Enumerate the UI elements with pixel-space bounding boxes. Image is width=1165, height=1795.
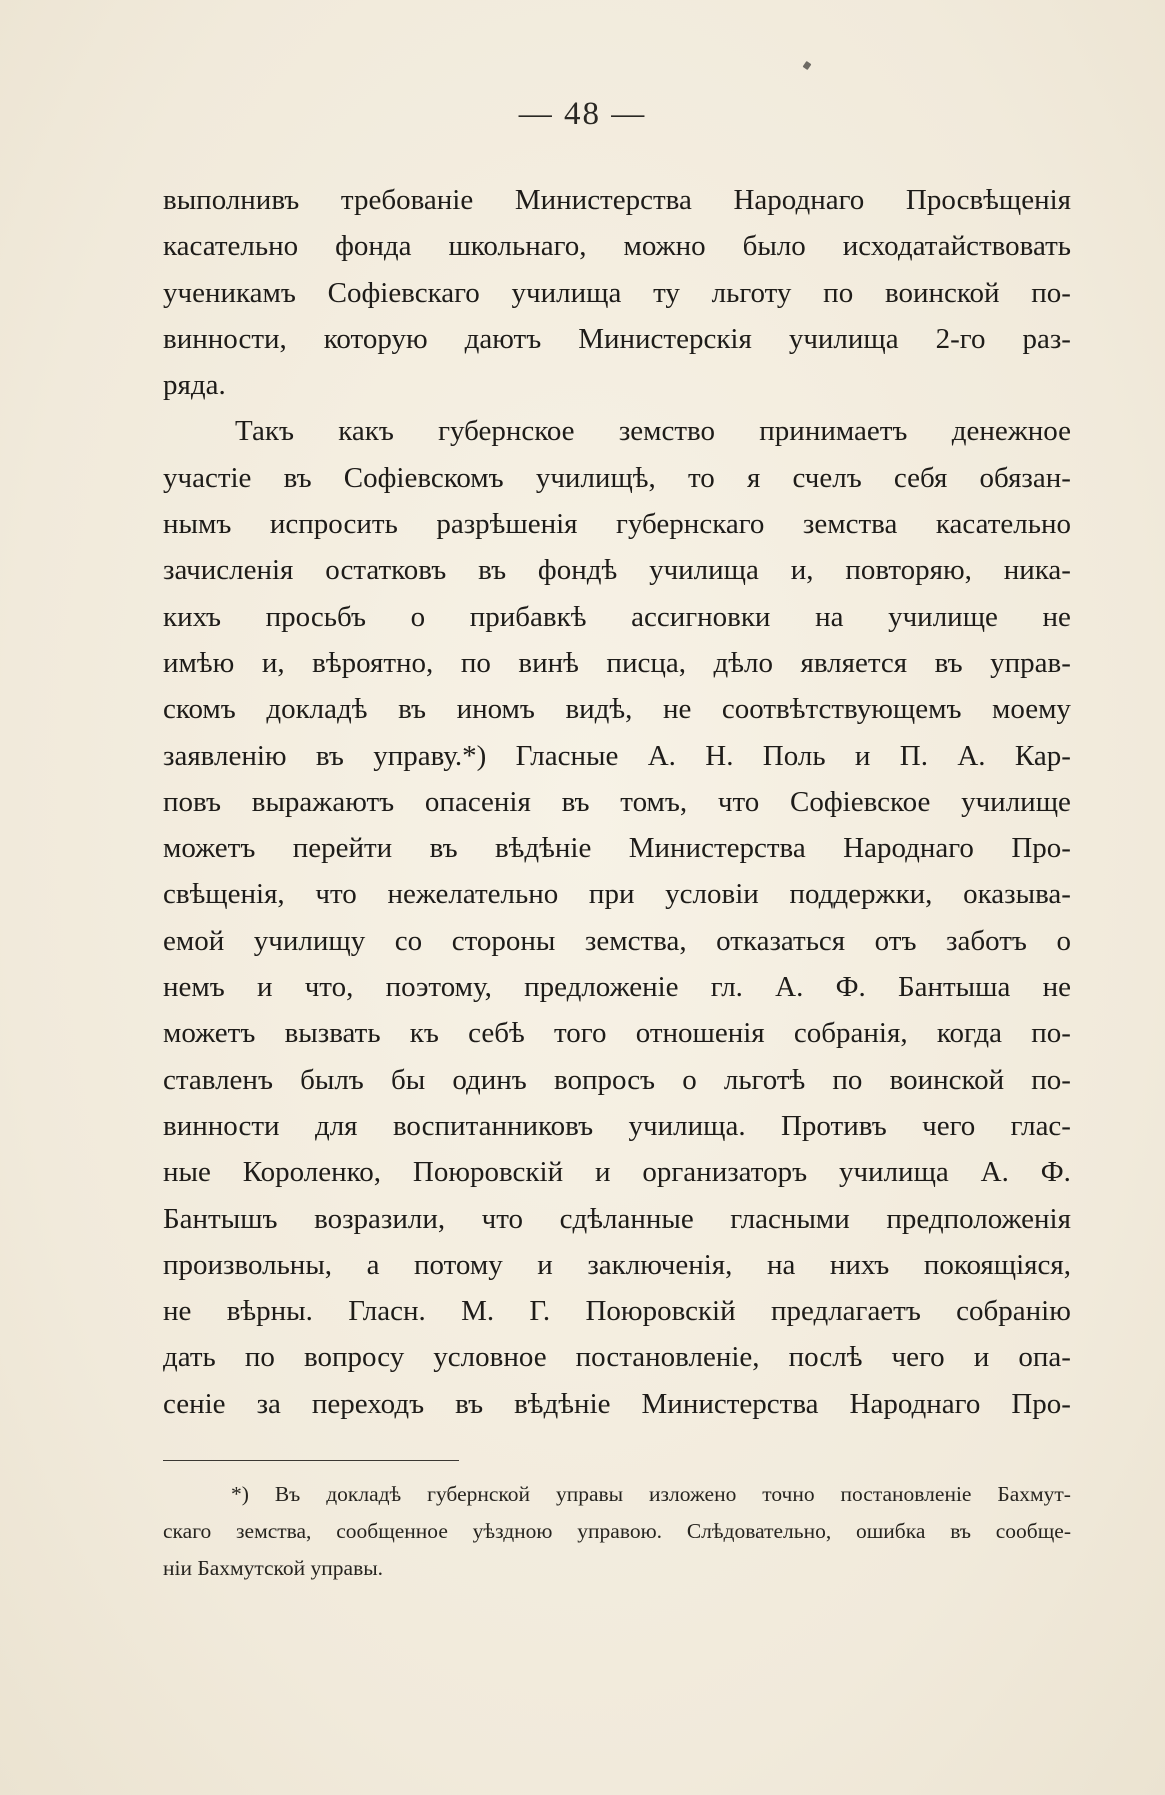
word: и bbox=[537, 1248, 553, 1281]
word: условіи bbox=[665, 878, 759, 911]
word: соотвѣтствующемъ bbox=[721, 693, 962, 726]
word: повторяю, bbox=[845, 554, 972, 587]
word: не bbox=[163, 1295, 192, 1328]
text-line bbox=[163, 1334, 1071, 1380]
word: управ- bbox=[990, 646, 1071, 679]
word: докладѣ bbox=[326, 1482, 402, 1506]
word: Бантыша bbox=[897, 971, 1011, 1004]
word: предположенія bbox=[886, 1202, 1071, 1235]
word: потому bbox=[414, 1248, 503, 1281]
word: чего bbox=[891, 1341, 945, 1374]
text-line bbox=[163, 455, 1071, 501]
word: себя bbox=[893, 461, 948, 494]
word: къ bbox=[409, 1017, 439, 1050]
word: предлагаетъ bbox=[770, 1295, 921, 1328]
word: и bbox=[854, 739, 871, 772]
word: училища bbox=[511, 276, 622, 309]
word: стороны bbox=[451, 924, 556, 957]
word: по- bbox=[1031, 1063, 1071, 1096]
word: училищѣ, bbox=[535, 461, 656, 494]
word: губернской bbox=[427, 1482, 531, 1506]
word: Ф. bbox=[835, 971, 866, 1004]
word: оказыва- bbox=[963, 878, 1071, 911]
word: училище bbox=[888, 600, 998, 633]
text-line bbox=[163, 1196, 1071, 1242]
word: предложеніе bbox=[524, 971, 679, 1004]
word: уѣздною bbox=[472, 1519, 553, 1543]
text-line bbox=[163, 408, 1071, 454]
word: постановленіе, bbox=[575, 1341, 760, 1374]
word: дѣло bbox=[713, 646, 773, 679]
word: Просвѣщенія bbox=[905, 184, 1071, 216]
word: можетъ bbox=[163, 832, 256, 865]
word: фонда bbox=[335, 230, 412, 263]
word: ника- bbox=[1003, 554, 1071, 587]
word: управу.*) bbox=[373, 739, 487, 772]
word: отъ bbox=[874, 924, 917, 957]
main-text bbox=[163, 177, 1071, 1427]
word: Такъ bbox=[235, 415, 294, 448]
text-line-text: ряда. bbox=[163, 369, 226, 402]
word: училища bbox=[838, 1156, 949, 1189]
word: и bbox=[594, 1156, 611, 1189]
word: Поюровскій bbox=[585, 1295, 736, 1328]
word: гласными bbox=[730, 1202, 850, 1235]
text-line bbox=[163, 964, 1071, 1010]
word: Бантышъ bbox=[163, 1202, 278, 1235]
word: видѣ, bbox=[565, 693, 633, 726]
word: для bbox=[314, 1109, 358, 1142]
word: Короленко, bbox=[242, 1156, 382, 1189]
text-line bbox=[163, 362, 1071, 408]
word: по- bbox=[1031, 276, 1071, 309]
word: А. bbox=[957, 739, 986, 772]
word: Народнаго bbox=[843, 832, 974, 865]
word: иномъ bbox=[456, 693, 535, 726]
word: въ bbox=[934, 646, 963, 679]
word: и, bbox=[261, 646, 285, 679]
word: въ bbox=[283, 461, 312, 494]
word: губернскаго bbox=[616, 508, 765, 541]
word: собранію bbox=[956, 1295, 1071, 1328]
text-line bbox=[163, 270, 1071, 316]
text-line bbox=[163, 918, 1071, 964]
word: когда bbox=[936, 1017, 1003, 1050]
word: льготѣ bbox=[723, 1063, 806, 1096]
word: а bbox=[366, 1248, 380, 1281]
word: покоящіяся, bbox=[923, 1248, 1071, 1281]
word: касательно bbox=[163, 230, 299, 263]
word: въ bbox=[455, 1387, 484, 1420]
word: Слѣдовательно, bbox=[686, 1519, 832, 1543]
word: воинской bbox=[889, 1063, 1005, 1096]
word: собранія, bbox=[793, 1017, 908, 1050]
word: со bbox=[394, 924, 423, 957]
word: отказаться bbox=[716, 924, 846, 957]
word: Противъ bbox=[780, 1109, 887, 1142]
word: поэтому, bbox=[385, 971, 492, 1004]
word: касательно bbox=[935, 508, 1071, 541]
word: винности, bbox=[163, 322, 287, 355]
word: поддержки, bbox=[789, 878, 933, 911]
word: можно bbox=[623, 230, 706, 263]
word: Про- bbox=[1011, 832, 1071, 865]
word: скомъ bbox=[163, 693, 236, 726]
word: при bbox=[588, 878, 635, 911]
word: земства bbox=[802, 508, 898, 541]
word: за bbox=[256, 1387, 281, 1420]
word: томъ, bbox=[620, 785, 688, 818]
word: обязан- bbox=[979, 461, 1071, 494]
text-line bbox=[163, 871, 1071, 917]
word: свѣщенія, bbox=[163, 878, 285, 911]
word: вопросу bbox=[303, 1341, 405, 1374]
word: Поль bbox=[762, 739, 826, 772]
text-line bbox=[163, 1057, 1071, 1103]
word: винѣ bbox=[518, 646, 579, 679]
word: ные bbox=[163, 1156, 211, 1189]
word: вопросъ bbox=[553, 1063, 656, 1096]
word: требованіе bbox=[340, 184, 474, 216]
word: земства, bbox=[236, 1519, 312, 1543]
word: ставленъ bbox=[163, 1063, 273, 1096]
text-line bbox=[163, 223, 1071, 269]
word: фондѣ bbox=[537, 554, 618, 587]
word: земство bbox=[618, 415, 716, 448]
word: губернское bbox=[438, 415, 575, 448]
word: въ bbox=[478, 554, 507, 587]
word: винности bbox=[163, 1109, 280, 1142]
text-line bbox=[163, 825, 1071, 871]
word: опа- bbox=[1018, 1341, 1071, 1374]
word: Министерства bbox=[628, 832, 806, 865]
word: управою. bbox=[577, 1519, 663, 1543]
word: Въ bbox=[274, 1482, 301, 1506]
word: дать bbox=[163, 1341, 216, 1374]
text-line bbox=[163, 501, 1071, 547]
word: ассигновки bbox=[631, 600, 771, 633]
word: по bbox=[823, 276, 854, 309]
word: земства, bbox=[584, 924, 687, 957]
word: училища bbox=[649, 554, 759, 587]
word: и bbox=[256, 971, 273, 1004]
footnote-divider bbox=[163, 1460, 459, 1461]
word: Н. bbox=[705, 739, 734, 772]
word: я bbox=[746, 461, 761, 494]
word: нихъ bbox=[829, 1248, 890, 1281]
word: Софіевскомъ bbox=[343, 461, 504, 494]
word: отношенія bbox=[635, 1017, 765, 1050]
word: сдѣланные bbox=[559, 1202, 694, 1235]
footnote bbox=[163, 1476, 1071, 1587]
word: Ф. bbox=[1040, 1156, 1071, 1189]
word: о bbox=[410, 600, 426, 633]
word: заявленію bbox=[163, 739, 287, 772]
text-line bbox=[163, 177, 1071, 223]
word: участіе bbox=[163, 461, 252, 494]
word: *) bbox=[231, 1482, 249, 1506]
word: 2-го bbox=[935, 322, 986, 355]
word: вызвать bbox=[284, 1017, 381, 1050]
word: можетъ bbox=[163, 1017, 256, 1050]
word: вѣрны. bbox=[226, 1295, 313, 1328]
word: въ bbox=[561, 785, 590, 818]
word: о bbox=[1056, 924, 1071, 957]
word: кихъ bbox=[163, 600, 221, 633]
word: и bbox=[973, 1341, 990, 1374]
word: въ bbox=[429, 832, 458, 865]
word: не bbox=[1042, 971, 1071, 1004]
word: Народнаго bbox=[733, 184, 865, 216]
word: по- bbox=[1031, 1017, 1071, 1050]
word: Софіевскаго bbox=[327, 276, 480, 309]
word: Про- bbox=[1011, 1387, 1071, 1420]
word: то bbox=[687, 461, 715, 494]
word: было bbox=[742, 230, 806, 263]
word: Народнаго bbox=[849, 1387, 981, 1420]
word: училища bbox=[788, 322, 899, 355]
word: воинской bbox=[884, 276, 1000, 309]
word: по bbox=[460, 646, 491, 679]
word: выполнивъ bbox=[163, 184, 300, 216]
text-line bbox=[163, 316, 1071, 362]
word: изложено bbox=[649, 1482, 737, 1506]
word: заключенія, bbox=[587, 1248, 733, 1281]
word: Министерскія bbox=[578, 322, 752, 355]
word: Гласн. bbox=[348, 1295, 426, 1328]
word: что bbox=[481, 1202, 524, 1235]
word: точно bbox=[762, 1482, 815, 1506]
word: Кар- bbox=[1014, 739, 1071, 772]
word: М. bbox=[461, 1295, 495, 1328]
word: постановленіе bbox=[840, 1482, 972, 1506]
word: повъ bbox=[163, 785, 221, 818]
word: ошибка bbox=[856, 1519, 926, 1543]
word: произвольны, bbox=[163, 1248, 333, 1281]
word: ученикамъ bbox=[163, 276, 296, 309]
word: на bbox=[815, 600, 844, 633]
word: Поюровскій bbox=[412, 1156, 564, 1189]
word: по bbox=[832, 1063, 863, 1096]
word: ту bbox=[653, 276, 680, 309]
word: чего bbox=[922, 1109, 976, 1142]
word: вѣдѣніе bbox=[514, 1387, 611, 1420]
text-line bbox=[163, 1149, 1071, 1195]
word: о bbox=[682, 1063, 697, 1096]
word: сообщенное bbox=[336, 1519, 448, 1543]
word: Министерства bbox=[514, 184, 692, 216]
word: не bbox=[662, 693, 692, 726]
word: является bbox=[800, 646, 908, 679]
word: опасенія bbox=[424, 785, 531, 818]
text-line bbox=[163, 1288, 1071, 1334]
text-line bbox=[163, 1103, 1071, 1149]
word: раз- bbox=[1022, 322, 1071, 355]
word: перейти bbox=[292, 832, 393, 865]
word: исходатайствовать bbox=[842, 230, 1071, 263]
word: разрѣшенія bbox=[436, 508, 578, 541]
footnote-line bbox=[163, 1476, 1071, 1513]
word: глас- bbox=[1010, 1109, 1071, 1142]
word: скаго bbox=[163, 1519, 212, 1543]
word: по bbox=[244, 1341, 275, 1374]
word: школьнаго, bbox=[448, 230, 587, 263]
word: Министерства bbox=[641, 1387, 819, 1420]
text-line bbox=[163, 779, 1071, 825]
word: докладѣ bbox=[266, 693, 368, 726]
text-line bbox=[163, 733, 1071, 779]
word: условное bbox=[433, 1341, 547, 1374]
word: моему bbox=[992, 693, 1071, 726]
word: зачисленія bbox=[163, 554, 294, 587]
word: счелъ bbox=[792, 461, 862, 494]
word: вѣроятно, bbox=[312, 646, 434, 679]
word: принимаетъ bbox=[759, 415, 908, 448]
text-line bbox=[163, 1010, 1071, 1056]
word: заботъ bbox=[946, 924, 1027, 957]
word: послѣ bbox=[788, 1341, 863, 1374]
word: училище bbox=[961, 785, 1071, 818]
word: немъ bbox=[163, 971, 225, 1004]
word: что, bbox=[304, 971, 354, 1004]
word: не bbox=[1042, 600, 1071, 633]
word: даютъ bbox=[464, 322, 542, 355]
word: бы bbox=[390, 1063, 426, 1096]
word: А. bbox=[775, 971, 804, 1004]
word: нымъ bbox=[163, 508, 232, 541]
word: просьбъ bbox=[265, 600, 366, 633]
word: того bbox=[554, 1017, 607, 1050]
word: въ bbox=[950, 1519, 971, 1543]
word: на bbox=[766, 1248, 796, 1281]
word: писца, bbox=[606, 646, 686, 679]
word: П. bbox=[899, 739, 928, 772]
text-line bbox=[163, 1242, 1071, 1288]
word: нежелательно bbox=[387, 878, 559, 911]
footnote-line bbox=[163, 1513, 1071, 1550]
word: что bbox=[717, 785, 760, 818]
word: училищу bbox=[253, 924, 366, 957]
word: прибавкѣ bbox=[469, 600, 587, 633]
word: вѣдѣніе bbox=[494, 832, 592, 865]
word: гл. bbox=[710, 971, 743, 1004]
word: денежное bbox=[951, 415, 1071, 448]
word: А. bbox=[980, 1156, 1009, 1189]
word: себѣ bbox=[468, 1017, 525, 1050]
footnote-line-text: ніи Бахмутской управы. bbox=[163, 1556, 384, 1580]
ink-speck bbox=[803, 61, 812, 70]
word: Гласные bbox=[515, 739, 619, 772]
word: воспитанниковъ bbox=[392, 1109, 594, 1142]
word: организаторъ bbox=[642, 1156, 808, 1189]
word: что bbox=[315, 878, 357, 911]
word: емой bbox=[163, 924, 225, 957]
word: въ bbox=[315, 739, 344, 772]
word: имѣю bbox=[163, 646, 235, 679]
word: въ bbox=[398, 693, 427, 726]
page-number: — 48 — bbox=[518, 96, 647, 132]
word: былъ bbox=[300, 1063, 364, 1096]
word: сеніе bbox=[163, 1387, 226, 1420]
word: одинъ bbox=[452, 1063, 527, 1096]
word: остатковъ bbox=[325, 554, 447, 587]
text-line bbox=[163, 686, 1071, 732]
word: училища. bbox=[628, 1109, 746, 1142]
word: выражаютъ bbox=[251, 785, 395, 818]
text-line bbox=[163, 594, 1071, 640]
footnote-line bbox=[163, 1550, 1071, 1587]
word: управы bbox=[555, 1482, 624, 1506]
word: сообще- bbox=[995, 1519, 1071, 1543]
word: А. bbox=[647, 739, 676, 772]
word: которую bbox=[323, 322, 428, 355]
word: возразили, bbox=[314, 1202, 446, 1235]
word: испросить bbox=[269, 508, 398, 541]
word: льготу bbox=[711, 276, 792, 309]
word: Бахмут- bbox=[997, 1482, 1071, 1506]
word: какъ bbox=[338, 415, 394, 448]
word: Г. bbox=[529, 1295, 551, 1328]
text-line bbox=[163, 1381, 1071, 1427]
word: переходъ bbox=[311, 1387, 425, 1420]
text-line bbox=[163, 640, 1071, 686]
word: и, bbox=[790, 554, 814, 587]
word: Софіевское bbox=[790, 785, 931, 818]
text-line bbox=[163, 547, 1071, 593]
